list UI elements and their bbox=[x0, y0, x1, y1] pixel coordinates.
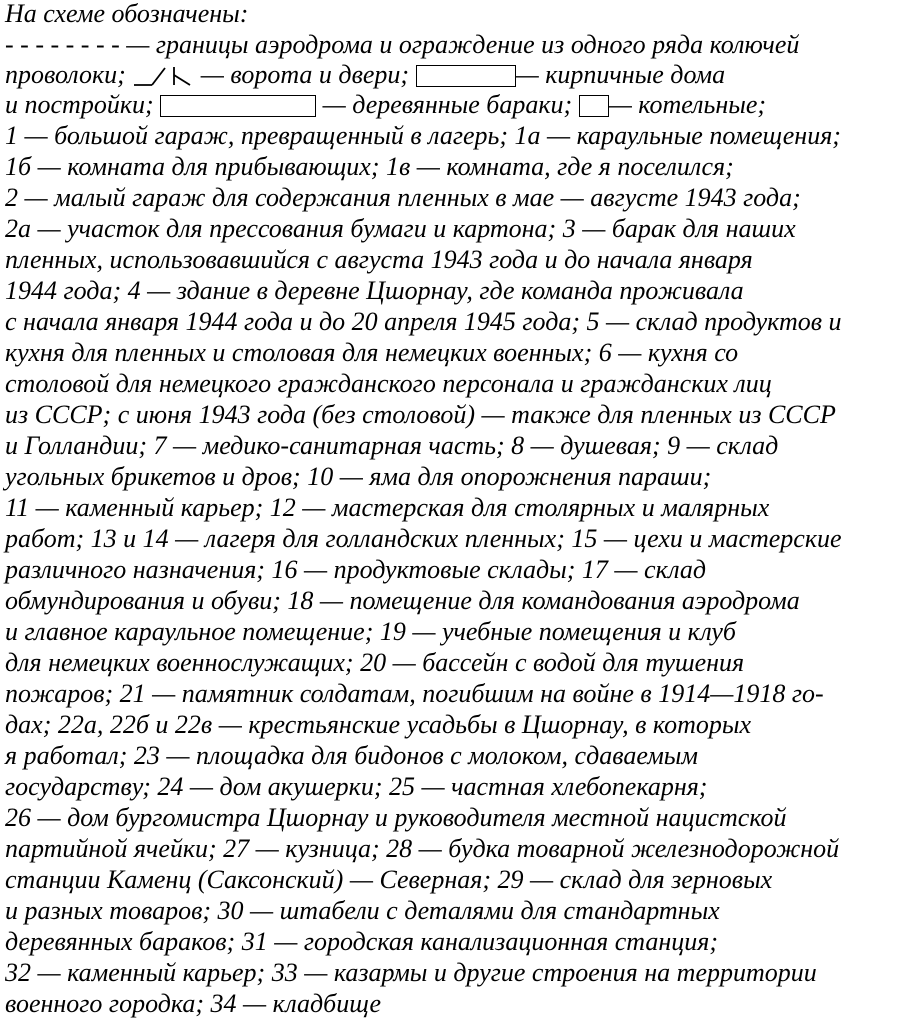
fence-dashes-symbol: - - - - - - - - bbox=[5, 30, 120, 59]
legend-line: работ; 13 и 14 — лагеря для голландских пленных; 15 — цехи и мастерские bbox=[5, 524, 842, 553]
legend-line: пожаров; 21 — памятник солдатам, погибшим на войне в 1914—1918 го- bbox=[5, 679, 824, 708]
legend-line: государству; 24 — дом акушерки; 25 — частная хлебопекарня; bbox=[5, 772, 708, 801]
legend-line: 1б — комната для прибывающих; 1в — комната, где я поселился; bbox=[5, 152, 734, 181]
legend-line: различного назначения; 16 — продуктовые склады; 17 — склад bbox=[5, 555, 707, 584]
boiler-text: — котельные; bbox=[608, 90, 767, 119]
legend-line: 2а — участок для прессования бумаги и картона; 3 — барак для наших bbox=[5, 214, 796, 243]
legend-line: и главное караульное помещение; 19 — учебные помещения и клуб bbox=[5, 617, 736, 646]
legend-line: и разных товаров; 30 — штабели с деталями для стандартных bbox=[5, 896, 720, 925]
gate-icon bbox=[132, 63, 168, 87]
fence-text: — границы аэродрома и ограждение из одного ряда колючей bbox=[119, 30, 800, 59]
legend-line: военного городка; 34 — кладбище bbox=[5, 989, 382, 1018]
legend-line: с начала января 1944 года и до 20 апреля 1945 года; 5 — склад продуктов и bbox=[5, 307, 842, 336]
legend-line-fence bbox=[5, 29, 799, 60]
legend-line: угольных брикетов и дров; 10 — яма для опорожнения параши; bbox=[5, 462, 712, 491]
legend-line: дах; 22а, 22б и 22в — крестьянские усадьбы в Цшорнау, в которых bbox=[5, 710, 752, 739]
legend-heading: На схеме обозначены: bbox=[5, 0, 249, 28]
brick-building-symbol bbox=[416, 65, 516, 87]
legend-line: столовой для немецкого гражданского персонала и гражданских лиц bbox=[5, 369, 772, 398]
legend-line: 2 — малый гараж для содержания пленных в мае — августе 1943 года; bbox=[5, 183, 801, 212]
door-icon bbox=[168, 63, 194, 87]
brick-text: — кирпичные дома bbox=[515, 60, 726, 89]
legend-line-wooden bbox=[5, 89, 766, 120]
legend-line: 1 — большой гараж, превращенный в лагерь; 1а — караульные помещения; bbox=[5, 121, 841, 150]
fence-text-cont: проволоки; bbox=[5, 60, 133, 89]
legend-line: деревянных бараков; 31 — городская канализационная станция; bbox=[5, 927, 718, 956]
legend-line: кухня для пленных и столовая для немецких военных; 6 — кухня со bbox=[5, 338, 739, 367]
wooden-text: — деревянные бараки; bbox=[316, 90, 579, 119]
legend-line: партийной ячейки; 27 — кузница; 28 — будка товарной железнодорожной bbox=[5, 834, 840, 863]
boiler-house-symbol bbox=[579, 95, 609, 117]
legend-line: пленных, использовавшийся с августа 1943 года и до начала января bbox=[5, 245, 753, 274]
legend-line: 26 — дом бургомистра Цшорнау и руководителя местной нацистской bbox=[5, 803, 787, 832]
brick-text-cont: и постройки; bbox=[5, 90, 161, 119]
legend-line-gates bbox=[5, 59, 725, 90]
gates-text: — ворота и двери; bbox=[194, 60, 416, 89]
legend-line: я работал; 23 — площадка для бидонов с молоком, сдаваемым bbox=[5, 741, 699, 770]
legend-line: 11 — каменный карьер; 12 — мастерская для столярных и малярных bbox=[5, 493, 770, 522]
legend-line: из СССР; с июня 1943 года (без столовой) — также для пленных из СССР bbox=[5, 400, 836, 429]
legend-line: для немецких военнослужащих; 20 — бассейн с водой для тушения bbox=[5, 648, 745, 677]
legend-line: 1944 года; 4 — здание в деревне Цшорнау, где команда проживала bbox=[5, 276, 744, 305]
wooden-barrack-symbol bbox=[160, 95, 316, 117]
legend-line: 32 — каменный карьер; 33 — казармы и другие строения на территории bbox=[5, 958, 817, 987]
legend-line: и Голландии; 7 — медико-санитарная часть; 8 — душевая; 9 — склад bbox=[5, 431, 779, 460]
legend-line: обмундирования и обуви; 18 — помещение для командования аэродрома bbox=[5, 586, 800, 615]
legend-line: станции Каменц (Саксонский) — Северная; 29 — склад для зерновых bbox=[5, 865, 773, 894]
